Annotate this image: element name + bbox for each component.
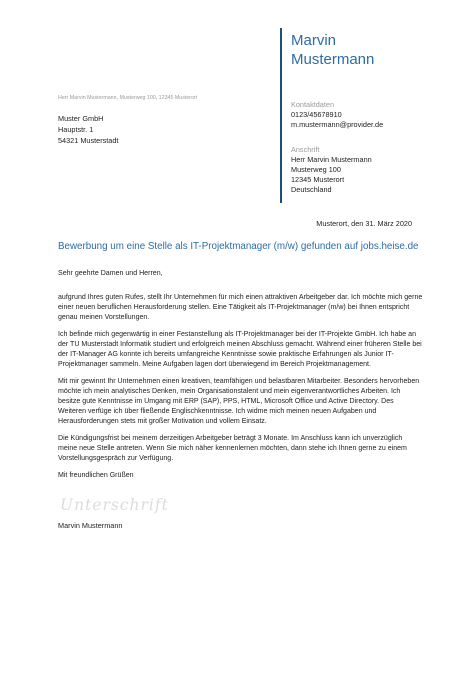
address-name: Herr Marvin Mustermann: [291, 155, 372, 164]
salutation: Sehr geehrte Damen und Herren,: [58, 270, 163, 277]
signature-placeholder: Unterschrift: [60, 496, 169, 514]
letter-body: [58, 269, 423, 488]
address-city: 12345 Musterort: [291, 175, 345, 184]
recipient-address: [58, 113, 118, 146]
sender-last-name: Mustermann: [291, 51, 375, 68]
recipient-street: Hauptstr. 1: [58, 125, 94, 134]
letter-subject: Bewerbung um eine Stelle als IT-Projektmanager (m/w) gefunden auf jobs.heise.de: [58, 241, 419, 252]
body-paragraph: Mit mir gewinnt Ihr Unternehmen einen kreativen, teamfähigen und belastbaren Mitarbeiter. Besonders hervorheben möchte ich mein analytisches Denken, mein Organisationstalent und mein eigenverantwortliches Arbeiten. Ich besitze gute Kenntnisse im Umgang mit ERP (SAP), PPS, HTML, Microsoft Office und Active Directory. Des Weiteren verfüge ich über fließende Englischkenntnisse. Ich widme mich meinen neuen Aufgaben und Herausforderungen stets mit großer Motivation und vollem Einsatz.: [58, 378, 420, 425]
header-divider-line: [280, 28, 282, 203]
signer-name: Marvin Mustermann: [58, 521, 123, 530]
address-country: Deutschland: [291, 185, 332, 194]
body-paragraph: Ich befinde mich gegenwärtig in einer Festanstellung als IT-Projektmanager bei der IT-Projekte GmbH. Ich habe an der TU Musterstadt Informatik studiert und erfolgreich meinen Abschluss gemacht. Während einer früheren Stelle bei der IT-Manager AG konnte ich bereits umfangreiche Kenntnisse sowie praktische Erfahrungen als Junior IT-Projektmanager sammeln. Meine Aufgaben lagen dort überwiegend im Bereich Projektmanagement.: [58, 331, 422, 368]
sender-first-name: Marvin: [291, 32, 337, 49]
address-heading: Anschrift: [291, 145, 320, 154]
body-paragraph: aufgrund Ihres guten Rufes, stellt Ihr Unternehmen für mich einen attraktiven Arbeitgeber dar. Ich möchte mich gerne einer neuen beruflichen Herausforderung stellen. Eine Tätigkeit als IT-Projektmanager (m/w) bei Ihnen entspricht genau meinen Vorstellungen.: [58, 294, 423, 321]
contact-heading: Kontaktdaten: [291, 100, 335, 109]
recipient-company: Muster GmbH: [58, 114, 104, 123]
sender-return-address: Herr Marvin Mustermann, Musterweg 100, 12345 Musterort: [58, 95, 198, 101]
recipient-city: 54321 Musterstadt: [58, 136, 119, 145]
address-street: Musterweg 100: [291, 165, 341, 174]
body-paragraph: Die Kündigungsfrist bei meinem derzeitigen Arbeitgeber beträgt 3 Monate. Im Anschluss kann ich unverzüglich meine neue Stelle antreten. Wenn Sie mich näher kennenlernen möchten, dann stehe ich Ihnen gerne zu einem Vorstellungsgespräch zur Verfügung.: [58, 435, 407, 462]
contact-phone: 0123/45678910: [291, 110, 342, 119]
letter-date: Musterort, den 31. März 2020: [316, 219, 412, 228]
contact-email: m.mustermann@provider.de: [291, 120, 384, 129]
closing-phrase: Mit freundlichen Grüßen: [58, 472, 134, 479]
sender-address-block: [291, 145, 461, 195]
contact-block: [291, 100, 461, 130]
sender-name-heading: [291, 31, 461, 69]
